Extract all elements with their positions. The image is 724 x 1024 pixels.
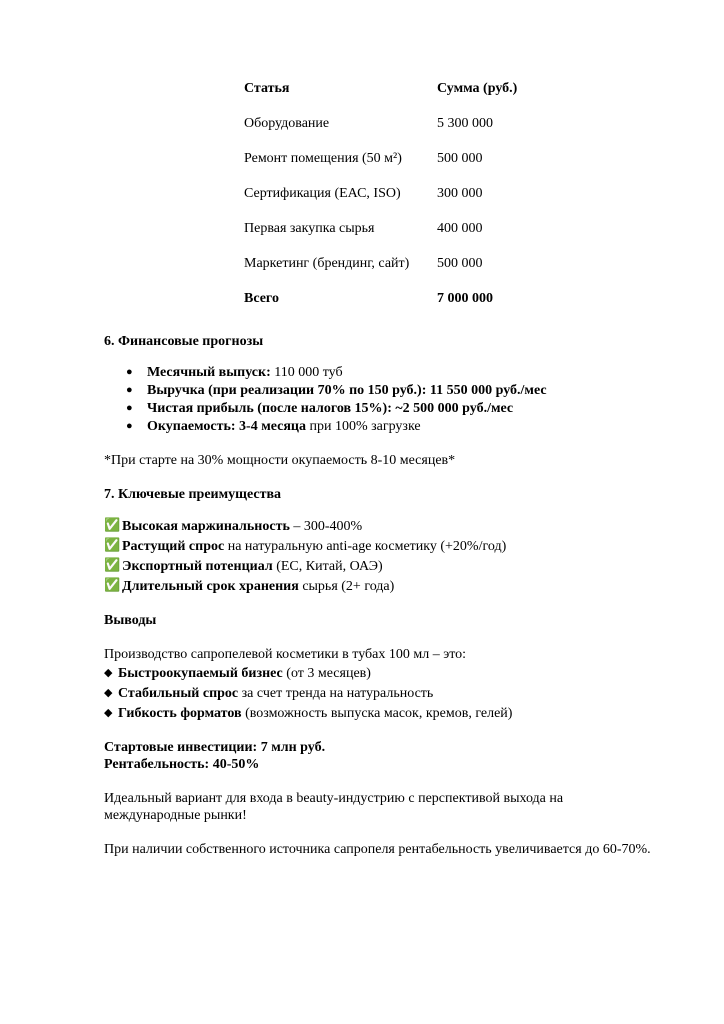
section-heading: 7. Ключевые преимущества: [104, 487, 282, 502]
paragraph: Идеальный вариант для входа в beauty-индустрию с перспективой выхода на международные рынки!: [104, 791, 564, 823]
list-item: Быстроокупаемый бизнес (от 3 месяцев): [118, 666, 371, 681]
list-item: Высокая маржинальность – 300-400%: [122, 519, 363, 534]
table-cell-amount: 500 000: [437, 256, 483, 271]
section-heading: Выводы: [104, 613, 157, 628]
investments-line: Стартовые инвестиции: 7 млн руб.: [104, 740, 326, 755]
table-cell-item: Маркетинг (брендинг, сайт): [244, 256, 410, 271]
bullet-dot-icon: ●: [126, 402, 133, 414]
profitability-line: Рентабельность: 40-50%: [104, 757, 260, 772]
table-cell-amount: 500 000: [437, 151, 483, 166]
table-cell-item: Оборудование: [244, 116, 330, 131]
list-item: Выручка (при реализации 70% по 150 руб.): 11 550 000 руб./мес: [147, 383, 547, 398]
table-header-amount: Сумма (руб.): [437, 81, 518, 96]
check-icon: ✅: [104, 558, 121, 573]
table-total-item: Всего: [244, 291, 279, 306]
paragraph: При наличии собственного источника сапропеля рентабельность увеличивается до 60-70%.: [104, 842, 651, 857]
section-heading: 6. Финансовые прогнозы: [104, 334, 264, 349]
footnote: *При старте на 30% мощности окупаемость 8-10 месяцев*: [104, 453, 456, 468]
list-item: Гибкость форматов (возможность выпуска масок, кремов, гелей): [118, 706, 513, 721]
table-cell-amount: 300 000: [437, 186, 483, 201]
diamond-bullet-icon: ◆: [104, 686, 113, 699]
list-item: Окупаемость: 3-4 месяца при 100% загрузке: [147, 419, 421, 434]
list-item: Растущий спрос на натуральную anti-age косметику (+20%/год): [122, 539, 507, 554]
list-item: Экспортный потенциал (ЕС, Китай, ОАЭ): [122, 559, 383, 574]
table-cell-item: Первая закупка сырья: [244, 221, 375, 236]
diamond-bullet-icon: ◆: [104, 666, 113, 679]
table-cell-item: Ремонт помещения (50 м²): [244, 151, 402, 166]
table-cell-amount: 5 300 000: [437, 116, 493, 131]
bullet-dot-icon: ●: [126, 366, 133, 378]
list-item: Длительный срок хранения сырья (2+ года): [122, 579, 395, 594]
check-icon: ✅: [104, 518, 121, 533]
bullet-dot-icon: ●: [126, 384, 133, 396]
intro-text: Производство сапропелевой косметики в тубах 100 мл – это:: [104, 647, 467, 662]
table-cell-amount: 400 000: [437, 221, 483, 236]
check-icon: ✅: [104, 538, 121, 553]
diamond-bullet-icon: ◆: [104, 706, 113, 719]
list-item: Месячный выпуск: 110 000 туб: [147, 365, 343, 380]
list-item: Стабильный спрос за счет тренда на натуральность: [118, 686, 434, 701]
table-cell-item: Сертификация (ЕАС, ISO): [244, 186, 401, 201]
table-header-item: Статья: [244, 81, 290, 96]
check-icon: ✅: [104, 578, 121, 593]
list-item: Чистая прибыль (после налогов 15%): ~2 500 000 руб./мес: [147, 401, 514, 416]
bullet-dot-icon: ●: [126, 420, 133, 432]
table-total-amount: 7 000 000: [437, 291, 493, 306]
